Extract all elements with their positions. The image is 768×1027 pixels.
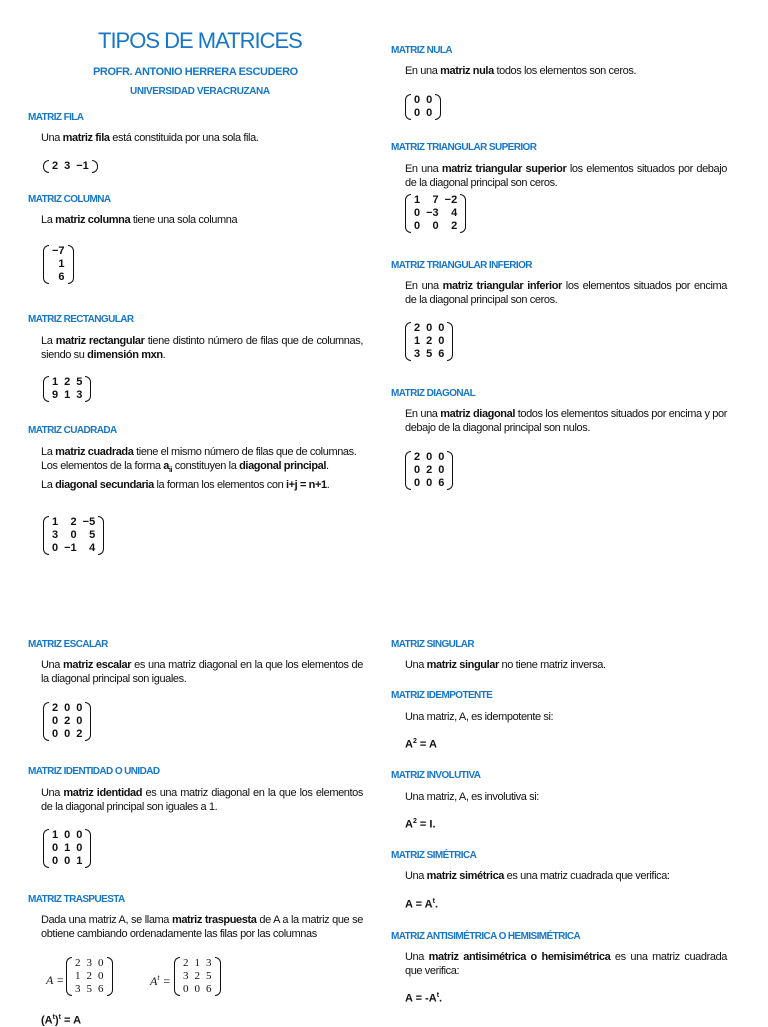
matrix-cell: 1: [75, 970, 81, 982]
author: PROFR. ANTONIO HERRERA ESCUDERO: [93, 66, 298, 78]
heading-matriz-escalar: MATRIZ ESCALAR: [28, 639, 108, 650]
matrix-cell: 0: [426, 451, 433, 463]
matrix-cell: 0: [64, 829, 71, 841]
matrix-bracket-right: [85, 702, 91, 741]
heading-matriz-cuadrada: MATRIZ CUADRADA: [28, 425, 117, 436]
matrix-row: [49, 829, 85, 842]
matrix-cell: 2: [75, 957, 81, 969]
matrix-at: [174, 957, 221, 996]
matrix-row: [49, 160, 92, 173]
matrix-cell: 5: [89, 529, 96, 541]
matrix-row: [49, 516, 98, 529]
matrix-row: [49, 389, 85, 402]
matrix-cell: 1: [52, 376, 59, 388]
matrix-cell: 3: [75, 983, 81, 995]
matrix-diagonal: [405, 451, 453, 490]
eq-involutiva: $A^2 = I$.: [405, 818, 436, 831]
eq-simetrica: $A = A^t$.: [405, 898, 439, 911]
matrix-cell: 3: [86, 957, 92, 969]
matrix-row: [49, 702, 85, 715]
matrix-cell: 2: [64, 715, 71, 727]
matrix-cell: 4: [451, 207, 458, 219]
matrix-cell: 0: [414, 207, 421, 219]
text-matriz-singular: Una matriz singular no tiene matriz inversa.: [405, 659, 606, 671]
matrix-body: [49, 829, 85, 868]
matrix-bracket-right: [68, 245, 74, 284]
text-matriz-idempotente: Una matriz, A, es idempotente si:: [405, 711, 554, 723]
matrix-cell: 1: [76, 855, 83, 867]
matrix-cell: 3: [206, 957, 212, 969]
matrix-cell: 1: [194, 957, 200, 969]
text-matriz-antisimetrica: Una matriz antisimétrica o hemisimétrica es una matriz cuadrada que verifica:: [405, 951, 728, 977]
text-matriz-fila: Una matriz fila está constituida por una sola fila.: [41, 132, 259, 144]
matrix-cell: 0: [426, 322, 433, 334]
matrix-row: [49, 542, 98, 555]
heading-matriz-traspuesta: MATRIZ TRASPUESTA: [28, 894, 125, 905]
matrix-cell: 0: [414, 94, 421, 106]
text-triangular-inferior: En una matriz triangular inferior los elementos situados por encima de la diagonal principal son ceros.: [405, 280, 727, 306]
matrix-cell: 0: [76, 842, 83, 854]
matrix-cell: 2: [70, 516, 77, 528]
text-matriz-nula: En una matriz nula todos los elementos son ceros.: [405, 65, 637, 77]
heading-matriz-identidad: MATRIZ IDENTIDAD O UNIDAD: [28, 766, 160, 777]
text-matriz-involutiva: Una matriz, A, es involutiva si:: [405, 791, 539, 803]
matrix-cell: −1: [76, 160, 89, 172]
matrix-row: [180, 970, 215, 983]
matrix-cell: 0: [426, 107, 433, 119]
matrix-triangular-inferior: [405, 322, 453, 361]
matrix-cell: 2: [76, 728, 83, 740]
matrix-row: [411, 194, 460, 207]
matrix-cell: 2: [52, 702, 59, 714]
matrix-body: [49, 702, 85, 741]
matrix-row: [411, 464, 447, 477]
matrix-cell: 1: [414, 335, 421, 347]
matrix-cell: 0: [64, 728, 71, 740]
label-matrix-a: A =: [46, 973, 65, 987]
matrix-cell: 0: [52, 728, 59, 740]
matrix-cuadrada: [43, 516, 104, 555]
matrix-row: [49, 529, 98, 542]
matrix-cell: 5: [76, 376, 83, 388]
matrix-cell: 0: [438, 335, 445, 347]
matrix-row: [72, 983, 107, 996]
matrix-body: [49, 245, 68, 284]
matrix-cell: 0: [414, 464, 421, 476]
heading-triangular-superior: MATRIZ TRIANGULAR SUPERIOR: [391, 142, 537, 153]
matrix-row: [49, 376, 85, 389]
heading-matriz-columna: MATRIZ COLUMNA: [28, 194, 111, 205]
matrix-row: [180, 983, 215, 996]
matrix-cell: 6: [206, 983, 212, 995]
matrix-cell: 0: [98, 957, 104, 969]
matrix-cell: −5: [82, 516, 96, 528]
heading-matriz-diagonal: MATRIZ DIAGONAL: [391, 388, 476, 399]
matrix-cell: −3: [426, 207, 439, 219]
heading-matriz-rectangular: MATRIZ RECTANGULAR: [28, 314, 134, 325]
matrix-cell: 6: [58, 271, 65, 283]
matrix-cell: 3: [52, 529, 59, 541]
matrix-row: [72, 957, 107, 970]
matrix-cell: 0: [414, 220, 421, 232]
matrix-cell: −2: [444, 194, 458, 206]
text-triangular-superior: En una matriz triangular superior los elementos situados por debajo de la diagonal principal son ceros.: [405, 163, 727, 189]
institution: UNIVERSIDAD VERACRUZANA: [130, 86, 270, 97]
matrix-bracket-right: [447, 451, 453, 490]
matrix-body: [72, 957, 107, 996]
matrix-row: [49, 258, 68, 271]
matrix-cell: 0: [426, 94, 433, 106]
heading-matriz-nula: MATRIZ NULA: [391, 45, 452, 56]
matrix-cell: 7: [432, 194, 439, 206]
text-matriz-identidad: Una matriz identidad es una matriz diagonal en la que los elementos de la diagonal principal son iguales a 1.: [41, 787, 363, 813]
matrix-a: [66, 957, 113, 996]
matrix-cell: 0: [438, 322, 445, 334]
matrix-cell: 0: [52, 855, 59, 867]
matrix-cell: 0: [98, 970, 104, 982]
matrix-body: [411, 451, 447, 490]
matrix-cell: 4: [89, 542, 96, 554]
matrix-row: [411, 207, 460, 220]
matrix-row: [49, 271, 68, 284]
heading-matriz-idempotente: MATRIZ IDEMPOTENTE: [391, 690, 493, 701]
matrix-cell: 0: [76, 702, 83, 714]
matrix-cell: 3: [414, 348, 421, 360]
matrix-row: [49, 245, 68, 258]
matrix-bracket-right: [85, 829, 91, 868]
matrix-cell: 0: [414, 107, 421, 119]
label-matrix-at: $A^t$ =: [150, 973, 171, 988]
matrix-triangular-superior: [405, 194, 466, 233]
matrix-cell: 1: [64, 842, 71, 854]
matrix-cell: 0: [52, 842, 59, 854]
matrix-cell: 2: [183, 957, 189, 969]
matrix-cell: 1: [52, 516, 59, 528]
matrix-bracket-right: [215, 957, 221, 996]
matrix-cell: 0: [432, 220, 439, 232]
matrix-cell: 2: [451, 220, 458, 232]
matrix-nula: [405, 94, 441, 120]
matrix-bracket-right: [98, 516, 104, 555]
matrix-cell: 5: [426, 348, 433, 360]
matrix-cell: 0: [52, 542, 59, 554]
heading-matriz-involutiva: MATRIZ INVOLUTIVA: [391, 770, 481, 781]
matrix-row: [49, 728, 85, 741]
text-matriz-cuadrada: La matriz cuadrada tiene el mismo número de filas que de columnas. Los elementos de la forma $a_{ii}$ constituyen la diagonal principal. La diagonal secundaria la forman los elementos con i+j = n+1.: [41, 446, 357, 492]
matrix-row: [411, 477, 447, 490]
matrix-row: [49, 855, 85, 868]
matrix-row: [411, 335, 447, 348]
matrix-row: [411, 94, 435, 107]
matrix-cell: 3: [76, 389, 83, 401]
matrix-cell: −1: [64, 542, 77, 554]
matrix-cell: 5: [86, 983, 92, 995]
matrix-cell: 1: [64, 389, 71, 401]
matrix-cell: 0: [194, 983, 200, 995]
matrix-cell: 0: [76, 715, 83, 727]
matrix-cell: 2: [414, 451, 421, 463]
heading-matriz-fila: MATRIZ FILA: [28, 112, 84, 123]
heading-matriz-simetrica: MATRIZ SIMÉTRICA: [391, 850, 477, 861]
matrix-cell: 1: [52, 829, 59, 841]
matrix-row: [411, 451, 447, 464]
matrix-cell: 0: [70, 529, 77, 541]
matrix-cell: 0: [52, 715, 59, 727]
matrix-cell: 2: [64, 376, 71, 388]
matrix-cell: 6: [98, 983, 104, 995]
matrix-columna: [43, 245, 74, 284]
matrix-row: [180, 957, 215, 970]
matrix-row: [411, 348, 447, 361]
matrix-bracket-right: [460, 194, 466, 233]
heading-matriz-antisimetrica: MATRIZ ANTISIMÉTRICA O HEMISIMÉTRICA: [391, 931, 581, 942]
text-matriz-rectangular: La matriz rectangular tiene distinto número de filas que de columnas, siendo su dimensión mxn.: [41, 335, 363, 361]
matrix-cell: 0: [183, 983, 189, 995]
matrix-bracket-right: [447, 322, 453, 361]
text-matriz-escalar: Una matriz escalar es una matriz diagonal en la que los elementos de la diagonal principal son iguales.: [41, 659, 363, 685]
matrix-cell: 3: [64, 160, 71, 172]
matrix-escalar: [43, 702, 91, 741]
matrix-cell: 2: [194, 970, 200, 982]
matrix-row: [72, 970, 107, 983]
matrix-bracket-right: [435, 94, 441, 120]
matrix-cell: 0: [438, 464, 445, 476]
page-title: TIPOS DE MATRICES: [98, 28, 302, 53]
matrix-cell: 3: [183, 970, 189, 982]
matrix-cell: 6: [438, 348, 445, 360]
matrix-cell: 2: [86, 970, 92, 982]
matrix-body: [411, 194, 460, 233]
heading-triangular-inferior: MATRIZ TRIANGULAR INFERIOR: [391, 260, 532, 271]
matrix-cell: 6: [438, 477, 445, 489]
matrix-cell: 1: [58, 258, 65, 270]
matrix-row: [411, 220, 460, 233]
matrix-cell: 0: [426, 477, 433, 489]
matrix-bracket-right: [85, 376, 91, 402]
matrix-cell: 0: [414, 477, 421, 489]
text-matriz-columna: La matriz columna tiene una sola columna: [41, 214, 238, 226]
matrix-identidad: [43, 829, 91, 868]
matrix-cell: 2: [426, 464, 433, 476]
matrix-body: [411, 322, 447, 361]
matrix-cell: 2: [414, 322, 421, 334]
matrix-body: [49, 376, 85, 402]
matrix-cell: 0: [76, 829, 83, 841]
matrix-row: [49, 842, 85, 855]
matrix-cell: −7: [52, 245, 65, 257]
matrix-row: [411, 322, 447, 335]
matrix-fila: [43, 160, 98, 173]
eq-idempotente: $A^2 = A$: [405, 738, 437, 751]
text-matriz-traspuesta: Dada una matriz A, se llama matriz traspuesta de A a la matriz que se obtiene cambiando ordenadamente las filas por las columnas: [41, 914, 363, 940]
heading-matriz-singular: MATRIZ SINGULAR: [391, 639, 475, 650]
text-matriz-diagonal: En una matriz diagonal todos los elementos situados por encima y por debajo de la diagonal principal son nulos.: [405, 408, 727, 434]
text-matriz-simetrica: Una matriz simétrica es una matriz cuadrada que verifica:: [405, 870, 670, 882]
matrix-cell: 9: [52, 389, 59, 401]
matrix-row: [49, 715, 85, 728]
matrix-cell: 0: [438, 451, 445, 463]
matrix-body: [49, 160, 92, 173]
matrix-cell: 2: [426, 335, 433, 347]
matrix-cell: 5: [206, 970, 212, 982]
matrix-bracket-right: [92, 160, 98, 173]
matrix-rectangular: [43, 376, 91, 402]
property-traspuesta: $(A^t)^t = A$: [41, 1014, 82, 1027]
matrix-row: [411, 107, 435, 120]
matrix-cell: 1: [414, 194, 421, 206]
matrix-cell: 2: [52, 160, 59, 172]
matrix-body: [411, 94, 435, 120]
matrix-cell: 0: [64, 702, 71, 714]
matrix-body: [180, 957, 215, 996]
matrix-body: [49, 516, 98, 555]
eq-antisimetrica: $A = -A^t$.: [405, 992, 443, 1005]
matrix-cell: 0: [64, 855, 71, 867]
matrix-bracket-right: [107, 957, 113, 996]
